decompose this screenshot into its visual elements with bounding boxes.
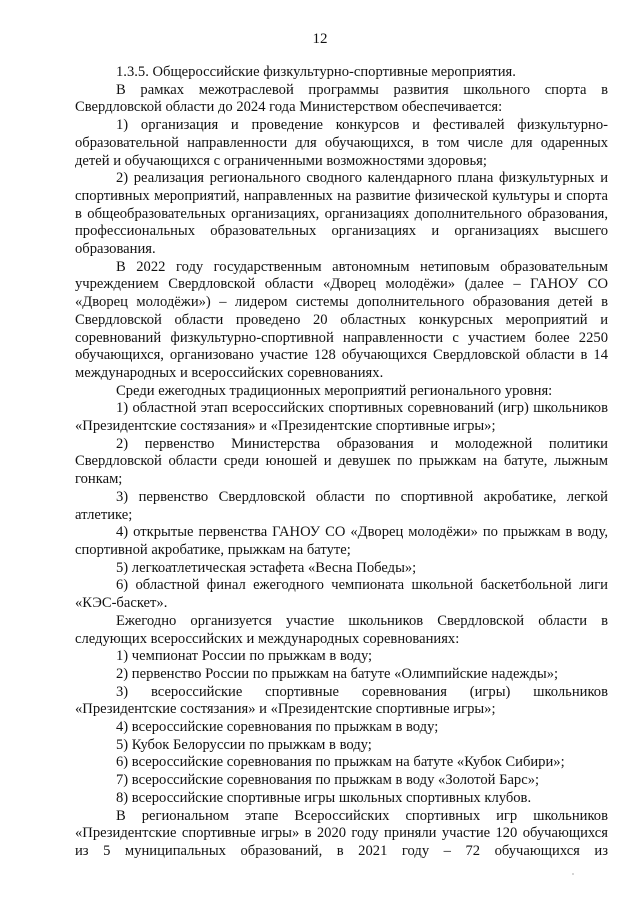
- list-item: 1) областной этап всероссийских спортивных соревнований (игр) школьников «Президентские состязания» и «Президентские спортивные игры»;: [75, 400, 608, 435]
- list-item: 4) открытые первенства ГАНОУ СО «Дворец молодёжи» по прыжкам в воду, спортивной акробатике, прыжкам на батуте;: [75, 524, 608, 558]
- list-item: 2) первенство России по прыжкам на батуте «Олимпийские надежды»;: [116, 665, 559, 682]
- paragraph: Ежегодно организуется участие школьников Свердловской области в следующих всероссийских и международных соревнованиях:: [75, 612, 608, 647]
- list-item: 3) первенство Свердловской области по спортивной акробатике, легкой атлетике;: [75, 488, 608, 523]
- list-item: 1) чемпионат России по прыжкам в воду;: [116, 648, 373, 665]
- page-number: 12: [312, 31, 328, 47]
- list-item: 5) Кубок Белоруссии по прыжкам в воду;: [116, 736, 372, 753]
- document-body: [75, 64, 608, 861]
- list-item: 6) областной финал ежегодного чемпионата школьной баскетбольной лиги «КЭС-баскет».: [75, 577, 608, 612]
- section-heading: 1.3.5. Общероссийские физкультурно-спортивные мероприятия.: [116, 64, 516, 80]
- list-item: 6) всероссийские соревнования по прыжкам на батуте «Кубок Сибири»;: [116, 754, 565, 771]
- list-item: 5) легкоатлетическая эстафета «Весна Победы»;: [116, 559, 417, 576]
- paragraph: Среди ежегодных традиционных мероприятий регионального уровня:: [116, 382, 553, 399]
- paragraph-continued: В региональном этапе Всероссийских спортивных игр школьников «Президентские спортивные игры» в 2020 году приняли участие 120 обучающихся из 5 муниципальных образований, в 2021 году – 72 обучающихся из: [75, 807, 608, 859]
- list-item: 1) организация и проведение конкурсов и фестивалей физкультурно-образовательной направленности для обучающихся, в том числе для одаренных детей и обучающихся с ограниченными возможностями здоровья;: [75, 117, 608, 169]
- list-item: 4) всероссийские соревнования по прыжкам в воду;: [116, 719, 439, 736]
- scan-speck: [572, 873, 574, 875]
- list-item: 8) всероссийские спортивные игры школьных спортивных клубов.: [116, 789, 532, 806]
- paragraph: В 2022 году государственным автономным нетиповым образовательным учреждением Свердловской области «Дворец молодёжи» (далее – ГАНОУ СО «Дворец молодёжи») – лидером системы дополнительного образования детей в Свердловской области проведено 20 областных конкурсных мероприятий и соревнований физкультурно-спортивной направленности с участием более 2250 обучающихся, организовано участие 128 обучающихся Свердловской области в 14 международных и всероссийских соревнованиях.: [75, 258, 608, 381]
- paragraph: В рамках межотраслевой программы развития школьного спорта в Свердловской области до 2024 года Министерством обеспечивается:: [75, 81, 608, 116]
- list-item: 7) всероссийские соревнования по прыжкам в воду «Золотой Барс»;: [116, 772, 540, 789]
- list-item: 2) первенство Министерства образования и молодежной политики Свердловской области среди юношей и девушек по прыжкам на батуте, лыжным гонкам;: [75, 435, 608, 488]
- list-item: 2) реализация регионального сводного календарного плана физкультурных и спортивных мероприятий, направленных на развитие физической культуры и спорта в общеобразовательных организациях, организациях дополнительного образования, профессиональных образовательных организациях и организациях высшего образования.: [75, 170, 608, 258]
- list-item: 3) всероссийские спортивные соревнования (игры) школьников «Президентские состязания» и «Президентские спортивные игры»;: [75, 683, 608, 718]
